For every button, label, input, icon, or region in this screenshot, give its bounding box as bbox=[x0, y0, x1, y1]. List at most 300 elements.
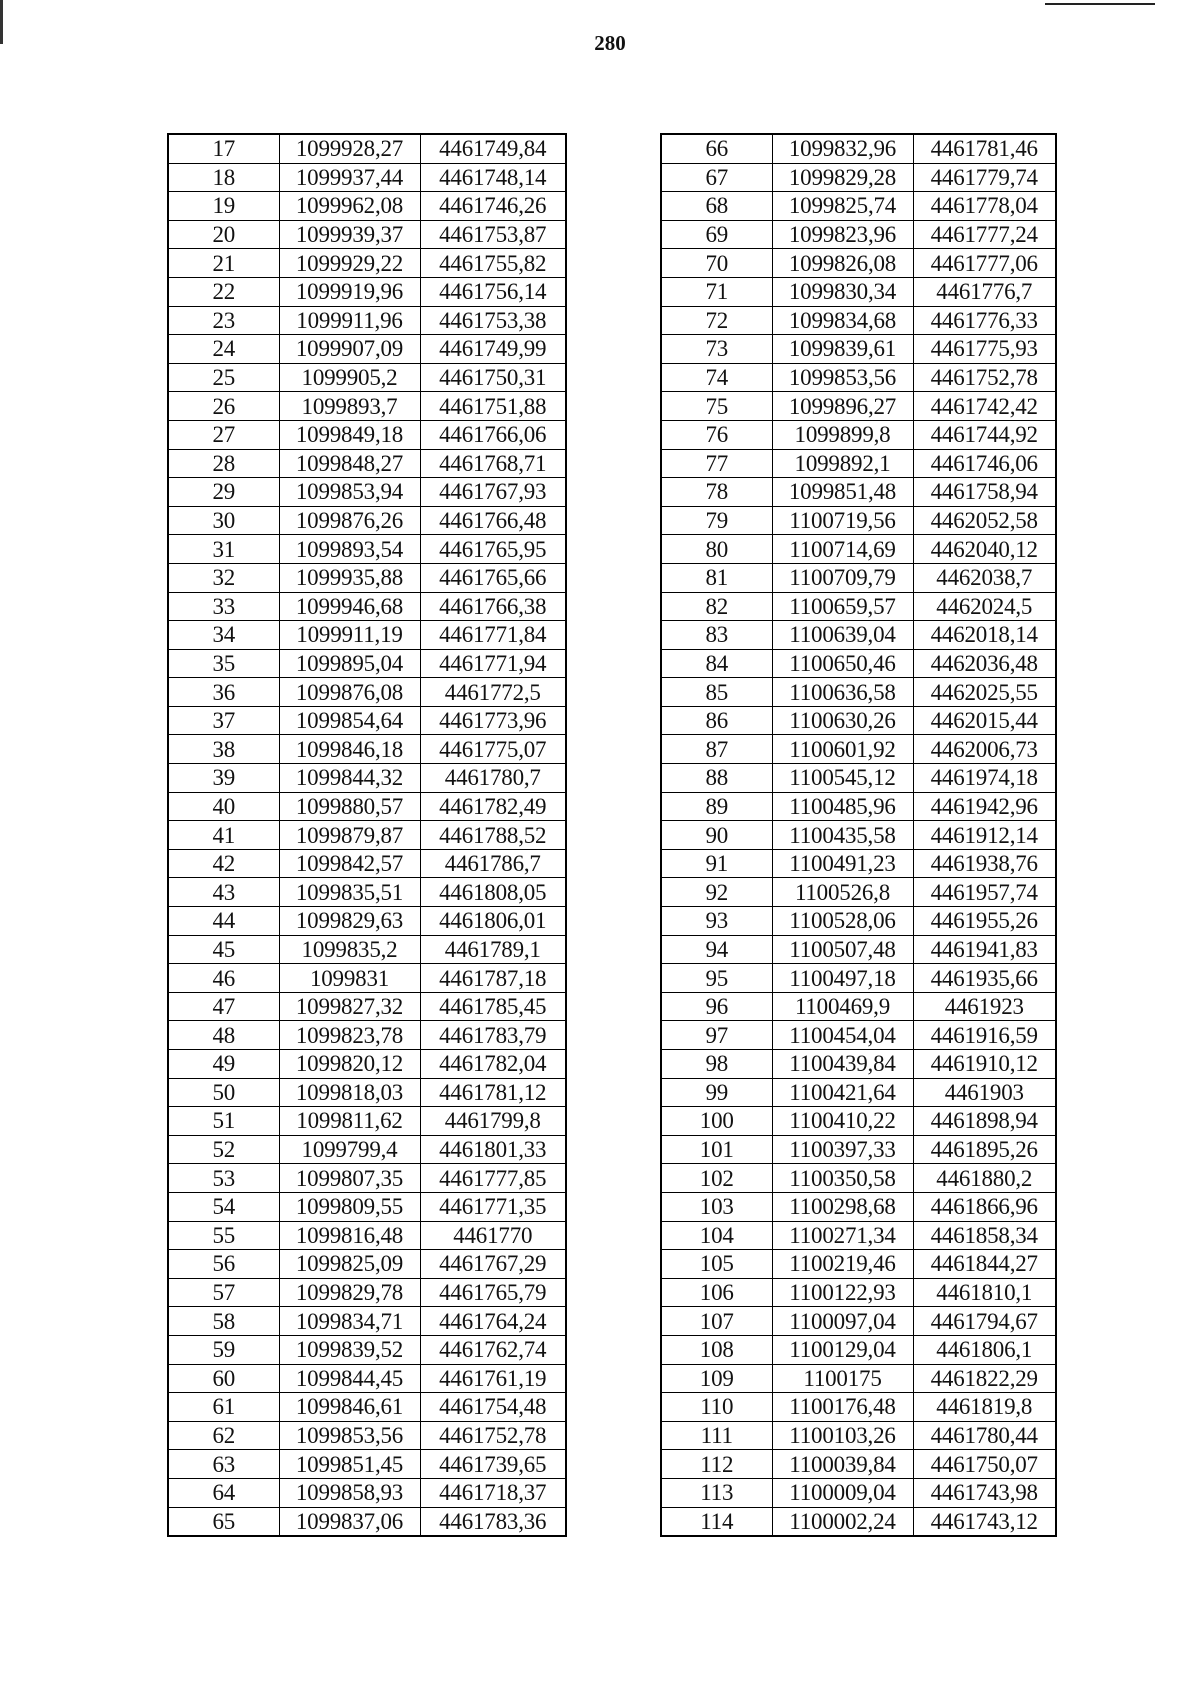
y-coordinate-cell: 4461880,2 bbox=[913, 1164, 1056, 1193]
x-coordinate-cell: 1099844,45 bbox=[279, 1364, 420, 1393]
table-row bbox=[168, 1364, 566, 1393]
y-coordinate-cell: 4461783,36 bbox=[420, 1507, 566, 1536]
point-number-cell: 25 bbox=[168, 363, 279, 392]
x-coordinate-cell: 1100122,93 bbox=[772, 1278, 913, 1307]
point-number-cell: 42 bbox=[168, 849, 279, 878]
point-number-cell: 26 bbox=[168, 392, 279, 421]
point-number-cell: 46 bbox=[168, 964, 279, 993]
point-number-cell: 33 bbox=[168, 592, 279, 621]
table-row bbox=[168, 420, 566, 449]
point-number-cell: 49 bbox=[168, 1050, 279, 1079]
point-number-cell: 105 bbox=[661, 1250, 772, 1279]
y-coordinate-cell: 4461752,78 bbox=[913, 363, 1056, 392]
y-coordinate-cell: 4462025,55 bbox=[913, 678, 1056, 707]
x-coordinate-cell: 1100039,84 bbox=[772, 1450, 913, 1479]
point-number-cell: 80 bbox=[661, 535, 772, 564]
y-coordinate-cell: 4461751,88 bbox=[420, 392, 566, 421]
y-coordinate-cell: 4461777,85 bbox=[420, 1164, 566, 1193]
table-row bbox=[168, 992, 566, 1021]
table-row bbox=[661, 134, 1056, 163]
y-coordinate-cell: 4461912,14 bbox=[913, 821, 1056, 850]
table-row bbox=[661, 1478, 1056, 1507]
x-coordinate-cell: 1099962,08 bbox=[279, 192, 420, 221]
table-row bbox=[661, 1021, 1056, 1050]
point-number-cell: 29 bbox=[168, 478, 279, 507]
table-row bbox=[168, 964, 566, 993]
table-row bbox=[661, 1192, 1056, 1221]
x-coordinate-cell: 1100009,04 bbox=[772, 1478, 913, 1507]
table-row bbox=[661, 163, 1056, 192]
table-row bbox=[168, 706, 566, 735]
table-row bbox=[661, 563, 1056, 592]
x-coordinate-cell: 1100397,33 bbox=[772, 1135, 913, 1164]
x-coordinate-cell: 1099929,22 bbox=[279, 249, 420, 278]
point-number-cell: 21 bbox=[168, 249, 279, 278]
scan-edge-mark-left bbox=[0, 0, 3, 44]
x-coordinate-cell: 1099834,71 bbox=[279, 1307, 420, 1336]
x-coordinate-cell: 1099851,48 bbox=[772, 478, 913, 507]
table-row bbox=[168, 792, 566, 821]
table-row bbox=[168, 1507, 566, 1536]
point-number-cell: 67 bbox=[661, 163, 772, 192]
x-coordinate-cell: 1099858,93 bbox=[279, 1478, 420, 1507]
x-coordinate-cell: 1099829,78 bbox=[279, 1278, 420, 1307]
table-row bbox=[168, 134, 566, 163]
point-number-cell: 88 bbox=[661, 764, 772, 793]
y-coordinate-cell: 4461771,84 bbox=[420, 621, 566, 650]
point-number-cell: 70 bbox=[661, 249, 772, 278]
y-coordinate-cell: 4462038,7 bbox=[913, 563, 1056, 592]
table-row bbox=[168, 1307, 566, 1336]
y-coordinate-cell: 4461775,07 bbox=[420, 735, 566, 764]
point-number-cell: 81 bbox=[661, 563, 772, 592]
point-number-cell: 36 bbox=[168, 678, 279, 707]
point-number-cell: 95 bbox=[661, 964, 772, 993]
point-number-cell: 104 bbox=[661, 1221, 772, 1250]
point-number-cell: 92 bbox=[661, 878, 772, 907]
y-coordinate-cell: 4461808,05 bbox=[420, 878, 566, 907]
point-number-cell: 65 bbox=[168, 1507, 279, 1536]
x-coordinate-cell: 1100175 bbox=[772, 1364, 913, 1393]
x-coordinate-cell: 1100491,23 bbox=[772, 849, 913, 878]
table-row bbox=[168, 1335, 566, 1364]
point-number-cell: 39 bbox=[168, 764, 279, 793]
y-coordinate-cell: 4461775,93 bbox=[913, 335, 1056, 364]
point-number-cell: 51 bbox=[168, 1107, 279, 1136]
point-number-cell: 44 bbox=[168, 907, 279, 936]
x-coordinate-cell: 1099830,34 bbox=[772, 277, 913, 306]
point-number-cell: 98 bbox=[661, 1050, 772, 1079]
point-number-cell: 109 bbox=[661, 1364, 772, 1393]
y-coordinate-cell: 4461801,33 bbox=[420, 1135, 566, 1164]
y-coordinate-cell: 4462052,58 bbox=[913, 506, 1056, 535]
point-number-cell: 102 bbox=[661, 1164, 772, 1193]
y-coordinate-cell: 4461743,12 bbox=[913, 1507, 1056, 1536]
table-row bbox=[168, 735, 566, 764]
table-row bbox=[661, 1364, 1056, 1393]
point-number-cell: 50 bbox=[168, 1078, 279, 1107]
y-coordinate-cell: 4461742,42 bbox=[913, 392, 1056, 421]
point-number-cell: 61 bbox=[168, 1393, 279, 1422]
table-row bbox=[661, 764, 1056, 793]
table-row bbox=[661, 420, 1056, 449]
table-row bbox=[168, 935, 566, 964]
point-number-cell: 71 bbox=[661, 277, 772, 306]
table-row bbox=[168, 1107, 566, 1136]
y-coordinate-cell: 4462040,12 bbox=[913, 535, 1056, 564]
table-row bbox=[168, 849, 566, 878]
x-coordinate-cell: 1100129,04 bbox=[772, 1335, 913, 1364]
y-coordinate-cell: 4461766,48 bbox=[420, 506, 566, 535]
y-coordinate-cell: 4461750,31 bbox=[420, 363, 566, 392]
x-coordinate-cell: 1100469,9 bbox=[772, 992, 913, 1021]
y-coordinate-cell: 4461753,87 bbox=[420, 220, 566, 249]
point-number-cell: 45 bbox=[168, 935, 279, 964]
point-number-cell: 31 bbox=[168, 535, 279, 564]
y-coordinate-cell: 4461779,74 bbox=[913, 163, 1056, 192]
point-number-cell: 18 bbox=[168, 163, 279, 192]
table-row bbox=[661, 535, 1056, 564]
y-coordinate-cell: 4461788,52 bbox=[420, 821, 566, 850]
x-coordinate-cell: 1099911,96 bbox=[279, 306, 420, 335]
y-coordinate-cell: 4461772,5 bbox=[420, 678, 566, 707]
point-number-cell: 89 bbox=[661, 792, 772, 821]
coordinates-table-right bbox=[660, 133, 1057, 1537]
x-coordinate-cell: 1099826,08 bbox=[772, 249, 913, 278]
point-number-cell: 82 bbox=[661, 592, 772, 621]
table-row bbox=[661, 678, 1056, 707]
y-coordinate-cell: 4462015,44 bbox=[913, 706, 1056, 735]
y-coordinate-cell: 4461777,24 bbox=[913, 220, 1056, 249]
y-coordinate-cell: 4461787,18 bbox=[420, 964, 566, 993]
y-coordinate-cell: 4461754,48 bbox=[420, 1393, 566, 1422]
point-number-cell: 91 bbox=[661, 849, 772, 878]
x-coordinate-cell: 1100507,48 bbox=[772, 935, 913, 964]
point-number-cell: 75 bbox=[661, 392, 772, 421]
x-coordinate-cell: 1100630,26 bbox=[772, 706, 913, 735]
table-row bbox=[168, 277, 566, 306]
x-coordinate-cell: 1099839,61 bbox=[772, 335, 913, 364]
y-coordinate-cell: 4461898,94 bbox=[913, 1107, 1056, 1136]
table-row bbox=[661, 849, 1056, 878]
y-coordinate-cell: 4461916,59 bbox=[913, 1021, 1056, 1050]
y-coordinate-cell: 4461718,37 bbox=[420, 1478, 566, 1507]
x-coordinate-cell: 1100485,96 bbox=[772, 792, 913, 821]
point-number-cell: 108 bbox=[661, 1335, 772, 1364]
table-row bbox=[661, 192, 1056, 221]
x-coordinate-cell: 1099837,06 bbox=[279, 1507, 420, 1536]
y-coordinate-cell: 4461773,96 bbox=[420, 706, 566, 735]
y-coordinate-cell: 4462036,48 bbox=[913, 649, 1056, 678]
table-row bbox=[661, 907, 1056, 936]
table-row bbox=[168, 192, 566, 221]
y-coordinate-cell: 4461785,45 bbox=[420, 992, 566, 1021]
y-coordinate-cell: 4461755,82 bbox=[420, 249, 566, 278]
x-coordinate-cell: 1099880,57 bbox=[279, 792, 420, 821]
y-coordinate-cell: 4461765,95 bbox=[420, 535, 566, 564]
point-number-cell: 103 bbox=[661, 1192, 772, 1221]
point-number-cell: 54 bbox=[168, 1192, 279, 1221]
y-coordinate-cell: 4461778,04 bbox=[913, 192, 1056, 221]
y-coordinate-cell: 4461776,33 bbox=[913, 306, 1056, 335]
y-coordinate-cell: 4461810,1 bbox=[913, 1278, 1056, 1307]
table-row bbox=[661, 735, 1056, 764]
y-coordinate-cell: 4461866,96 bbox=[913, 1192, 1056, 1221]
point-number-cell: 52 bbox=[168, 1135, 279, 1164]
table-row bbox=[168, 1478, 566, 1507]
x-coordinate-cell: 1099853,94 bbox=[279, 478, 420, 507]
y-coordinate-cell: 4461858,34 bbox=[913, 1221, 1056, 1250]
point-number-cell: 97 bbox=[661, 1021, 772, 1050]
point-number-cell: 101 bbox=[661, 1135, 772, 1164]
table-row bbox=[661, 592, 1056, 621]
table-row bbox=[661, 449, 1056, 478]
table-row bbox=[661, 1107, 1056, 1136]
table-row bbox=[661, 249, 1056, 278]
point-number-cell: 112 bbox=[661, 1450, 772, 1479]
y-coordinate-cell: 4461942,96 bbox=[913, 792, 1056, 821]
y-coordinate-cell: 4461761,19 bbox=[420, 1364, 566, 1393]
x-coordinate-cell: 1099895,04 bbox=[279, 649, 420, 678]
table-row bbox=[661, 220, 1056, 249]
point-number-cell: 59 bbox=[168, 1335, 279, 1364]
coordinates-table-left-body bbox=[168, 134, 566, 1536]
x-coordinate-cell: 1100497,18 bbox=[772, 964, 913, 993]
table-row bbox=[168, 907, 566, 936]
table-row bbox=[168, 163, 566, 192]
x-coordinate-cell: 1100639,04 bbox=[772, 621, 913, 650]
y-coordinate-cell: 4461765,79 bbox=[420, 1278, 566, 1307]
table-row bbox=[661, 1135, 1056, 1164]
x-coordinate-cell: 1099907,09 bbox=[279, 335, 420, 364]
table-row bbox=[168, 335, 566, 364]
table-row bbox=[168, 478, 566, 507]
point-number-cell: 24 bbox=[168, 335, 279, 364]
point-number-cell: 79 bbox=[661, 506, 772, 535]
table-row bbox=[661, 277, 1056, 306]
x-coordinate-cell: 1099827,32 bbox=[279, 992, 420, 1021]
y-coordinate-cell: 4461923 bbox=[913, 992, 1056, 1021]
table-row bbox=[661, 1507, 1056, 1536]
table-row bbox=[661, 1221, 1056, 1250]
x-coordinate-cell: 1100545,12 bbox=[772, 764, 913, 793]
y-coordinate-cell: 4461819,8 bbox=[913, 1393, 1056, 1422]
table-row bbox=[661, 649, 1056, 678]
x-coordinate-cell: 1099879,87 bbox=[279, 821, 420, 850]
table-row bbox=[168, 249, 566, 278]
y-coordinate-cell: 4461776,7 bbox=[913, 277, 1056, 306]
table-row bbox=[168, 1250, 566, 1279]
y-coordinate-cell: 4461806,01 bbox=[420, 907, 566, 936]
y-coordinate-cell: 4461782,04 bbox=[420, 1050, 566, 1079]
x-coordinate-cell: 1100659,57 bbox=[772, 592, 913, 621]
x-coordinate-cell: 1099825,09 bbox=[279, 1250, 420, 1279]
point-number-cell: 68 bbox=[661, 192, 772, 221]
point-number-cell: 19 bbox=[168, 192, 279, 221]
table-row bbox=[168, 1278, 566, 1307]
x-coordinate-cell: 1099809,55 bbox=[279, 1192, 420, 1221]
point-number-cell: 32 bbox=[168, 563, 279, 592]
point-number-cell: 73 bbox=[661, 335, 772, 364]
point-number-cell: 85 bbox=[661, 678, 772, 707]
table-row bbox=[168, 563, 566, 592]
point-number-cell: 100 bbox=[661, 1107, 772, 1136]
table-row bbox=[168, 1393, 566, 1422]
y-coordinate-cell: 4461789,1 bbox=[420, 935, 566, 964]
y-coordinate-cell: 4461781,46 bbox=[913, 134, 1056, 163]
y-coordinate-cell: 4461771,35 bbox=[420, 1192, 566, 1221]
table-row bbox=[168, 1050, 566, 1079]
x-coordinate-cell: 1100439,84 bbox=[772, 1050, 913, 1079]
x-coordinate-cell: 1099876,08 bbox=[279, 678, 420, 707]
x-coordinate-cell: 1099919,96 bbox=[279, 277, 420, 306]
x-coordinate-cell: 1099844,32 bbox=[279, 764, 420, 793]
table-row bbox=[661, 306, 1056, 335]
x-coordinate-cell: 1100219,46 bbox=[772, 1250, 913, 1279]
point-number-cell: 87 bbox=[661, 735, 772, 764]
coordinates-table-left bbox=[167, 133, 567, 1537]
x-coordinate-cell: 1099842,57 bbox=[279, 849, 420, 878]
point-number-cell: 20 bbox=[168, 220, 279, 249]
x-coordinate-cell: 1100650,46 bbox=[772, 649, 913, 678]
x-coordinate-cell: 1099835,51 bbox=[279, 878, 420, 907]
y-coordinate-cell: 4461770 bbox=[420, 1221, 566, 1250]
y-coordinate-cell: 4461767,29 bbox=[420, 1250, 566, 1279]
y-coordinate-cell: 4461794,67 bbox=[913, 1307, 1056, 1336]
table-row bbox=[168, 1192, 566, 1221]
x-coordinate-cell: 1100435,58 bbox=[772, 821, 913, 850]
coordinates-table-right-body bbox=[661, 134, 1056, 1536]
table-row bbox=[661, 1250, 1056, 1279]
y-coordinate-cell: 4461783,79 bbox=[420, 1021, 566, 1050]
point-number-cell: 113 bbox=[661, 1478, 772, 1507]
point-number-cell: 94 bbox=[661, 935, 772, 964]
y-coordinate-cell: 4462006,73 bbox=[913, 735, 1056, 764]
x-coordinate-cell: 1099928,27 bbox=[279, 134, 420, 163]
point-number-cell: 37 bbox=[168, 706, 279, 735]
table-row bbox=[661, 363, 1056, 392]
x-coordinate-cell: 1099905,2 bbox=[279, 363, 420, 392]
point-number-cell: 93 bbox=[661, 907, 772, 936]
y-coordinate-cell: 4461941,83 bbox=[913, 935, 1056, 964]
point-number-cell: 53 bbox=[168, 1164, 279, 1193]
point-number-cell: 17 bbox=[168, 134, 279, 163]
y-coordinate-cell: 4461758,94 bbox=[913, 478, 1056, 507]
y-coordinate-cell: 4461910,12 bbox=[913, 1050, 1056, 1079]
x-coordinate-cell: 1099848,27 bbox=[279, 449, 420, 478]
x-coordinate-cell: 1100002,24 bbox=[772, 1507, 913, 1536]
y-coordinate-cell: 4461753,38 bbox=[420, 306, 566, 335]
y-coordinate-cell: 4461771,94 bbox=[420, 649, 566, 678]
y-coordinate-cell: 4461764,24 bbox=[420, 1307, 566, 1336]
x-coordinate-cell: 1099846,18 bbox=[279, 735, 420, 764]
table-row bbox=[661, 1450, 1056, 1479]
x-coordinate-cell: 1100421,64 bbox=[772, 1078, 913, 1107]
point-number-cell: 107 bbox=[661, 1307, 772, 1336]
y-coordinate-cell: 4461974,18 bbox=[913, 764, 1056, 793]
y-coordinate-cell: 4461752,78 bbox=[420, 1421, 566, 1450]
table-row bbox=[661, 1421, 1056, 1450]
y-coordinate-cell: 4461743,98 bbox=[913, 1478, 1056, 1507]
table-row bbox=[661, 392, 1056, 421]
x-coordinate-cell: 1100410,22 bbox=[772, 1107, 913, 1136]
table-row bbox=[168, 1078, 566, 1107]
point-number-cell: 55 bbox=[168, 1221, 279, 1250]
x-coordinate-cell: 1099811,62 bbox=[279, 1107, 420, 1136]
x-coordinate-cell: 1099876,26 bbox=[279, 506, 420, 535]
x-coordinate-cell: 1099911,19 bbox=[279, 621, 420, 650]
point-number-cell: 56 bbox=[168, 1250, 279, 1279]
table-row bbox=[168, 1221, 566, 1250]
x-coordinate-cell: 1099832,96 bbox=[772, 134, 913, 163]
table-row bbox=[661, 1335, 1056, 1364]
y-coordinate-cell: 4461777,06 bbox=[913, 249, 1056, 278]
y-coordinate-cell: 4461756,14 bbox=[420, 277, 566, 306]
y-coordinate-cell: 4461766,38 bbox=[420, 592, 566, 621]
y-coordinate-cell: 4461895,26 bbox=[913, 1135, 1056, 1164]
table-row bbox=[661, 1307, 1056, 1336]
y-coordinate-cell: 4461765,66 bbox=[420, 563, 566, 592]
x-coordinate-cell: 1099818,03 bbox=[279, 1078, 420, 1107]
x-coordinate-cell: 1100636,58 bbox=[772, 678, 913, 707]
point-number-cell: 76 bbox=[661, 420, 772, 449]
table-row bbox=[661, 821, 1056, 850]
table-row bbox=[661, 878, 1056, 907]
table-row bbox=[168, 392, 566, 421]
table-row bbox=[168, 764, 566, 793]
point-number-cell: 40 bbox=[168, 792, 279, 821]
y-coordinate-cell: 4461750,07 bbox=[913, 1450, 1056, 1479]
x-coordinate-cell: 1100176,48 bbox=[772, 1393, 913, 1422]
table-row bbox=[661, 1050, 1056, 1079]
point-number-cell: 41 bbox=[168, 821, 279, 850]
y-coordinate-cell: 4461767,93 bbox=[420, 478, 566, 507]
x-coordinate-cell: 1100719,56 bbox=[772, 506, 913, 535]
point-number-cell: 114 bbox=[661, 1507, 772, 1536]
x-coordinate-cell: 1099899,8 bbox=[772, 420, 913, 449]
y-coordinate-cell: 4461749,84 bbox=[420, 134, 566, 163]
y-coordinate-cell: 4461935,66 bbox=[913, 964, 1056, 993]
table-row bbox=[661, 478, 1056, 507]
y-coordinate-cell: 4461781,12 bbox=[420, 1078, 566, 1107]
table-row bbox=[661, 935, 1056, 964]
x-coordinate-cell: 1099935,88 bbox=[279, 563, 420, 592]
point-number-cell: 106 bbox=[661, 1278, 772, 1307]
x-coordinate-cell: 1100526,8 bbox=[772, 878, 913, 907]
point-number-cell: 90 bbox=[661, 821, 772, 850]
x-coordinate-cell: 1100298,68 bbox=[772, 1192, 913, 1221]
point-number-cell: 58 bbox=[168, 1307, 279, 1336]
y-coordinate-cell: 4461780,7 bbox=[420, 764, 566, 793]
table-row bbox=[168, 535, 566, 564]
point-number-cell: 30 bbox=[168, 506, 279, 535]
x-coordinate-cell: 1099799,4 bbox=[279, 1135, 420, 1164]
point-number-cell: 23 bbox=[168, 306, 279, 335]
x-coordinate-cell: 1099853,56 bbox=[772, 363, 913, 392]
y-coordinate-cell: 4461744,92 bbox=[913, 420, 1056, 449]
point-number-cell: 86 bbox=[661, 706, 772, 735]
y-coordinate-cell: 4461768,71 bbox=[420, 449, 566, 478]
x-coordinate-cell: 1099829,63 bbox=[279, 907, 420, 936]
point-number-cell: 62 bbox=[168, 1421, 279, 1450]
y-coordinate-cell: 4461903 bbox=[913, 1078, 1056, 1107]
table-row bbox=[168, 1135, 566, 1164]
x-coordinate-cell: 1100103,26 bbox=[772, 1421, 913, 1450]
y-coordinate-cell: 4461844,27 bbox=[913, 1250, 1056, 1279]
x-coordinate-cell: 1099831 bbox=[279, 964, 420, 993]
x-coordinate-cell: 1099807,35 bbox=[279, 1164, 420, 1193]
x-coordinate-cell: 1099851,45 bbox=[279, 1450, 420, 1479]
